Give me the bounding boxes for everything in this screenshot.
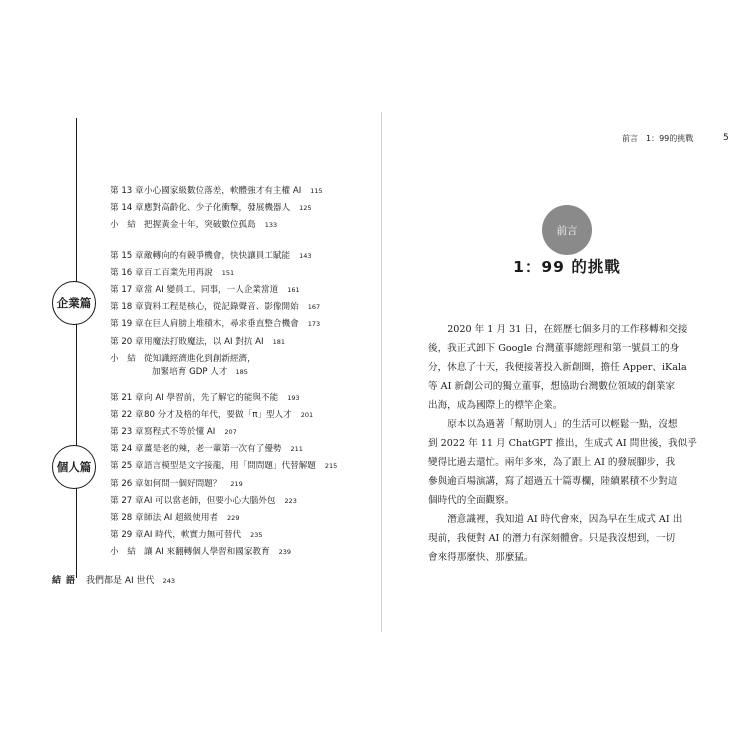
- toc-entry-page: 239: [278, 547, 292, 556]
- toc-entry-title: 語言模型是文字接龍，用「問問題」代替解題: [144, 461, 316, 472]
- section-badge-personal: 個人篇: [52, 445, 96, 489]
- toc-entry-chapter: 第 23 章: [110, 427, 144, 438]
- conclusion-label: 結語: [52, 576, 81, 586]
- toc-entry[interactable]: [110, 337, 285, 348]
- toc-entry-page: 125: [299, 204, 312, 213]
- body-paragraph: [428, 510, 708, 567]
- toc-entry[interactable]: [110, 302, 320, 313]
- paragraph-line: 參與逾百場演講，寫了超過五十篇專欄，陸續累積不少對這: [428, 476, 678, 487]
- toc-entry-page: 151: [221, 269, 235, 278]
- paragraph-line: 後，我正式卸下 Google 台灣董事總經理和第一號員工的身: [428, 343, 680, 354]
- toc-entry-page: 161: [287, 286, 300, 295]
- toc-entry-chapter: 第 20 章: [110, 336, 144, 347]
- toc-entry[interactable]: [110, 461, 337, 472]
- toc-entry-title: 讓 AI 來翻轉個人學習和國家教育: [144, 546, 270, 557]
- toc-entry-title: 在巨人肩膀上堆積木，尋求垂直整合機會: [144, 319, 299, 330]
- toc-entry-chapter: 第 16 章: [110, 268, 144, 279]
- toc-entry-chapter: 第 25 章: [110, 461, 144, 472]
- toc-entry-page: 173: [307, 320, 321, 329]
- toc-entry-title: 師法 AI 超級使用者: [144, 512, 219, 523]
- toc-entry[interactable]: [110, 268, 234, 279]
- toc-entry-page: 223: [284, 496, 297, 505]
- toc-entry-page: 143: [299, 252, 312, 260]
- paragraph-line: 變得比過去還忙。兩年多來，為了跟上 AI 的發展腳步，我: [428, 457, 676, 468]
- toc-entry-page: 219: [230, 479, 243, 488]
- toc-entry-title: 用魔法打敗魔法，以 AI 對抗 AI: [144, 336, 264, 347]
- toc-entry-chapter: 第 14 章: [110, 203, 144, 214]
- paragraph-line: 個時代的全面觀察。: [428, 495, 515, 506]
- toc-entry-chapter: 小 結: [110, 353, 136, 364]
- conclusion-page: 243: [162, 577, 175, 585]
- toc-entry-title: 把握黃金十年，突破數位孤島: [144, 220, 256, 231]
- toc-entry-page: 133: [264, 221, 278, 230]
- toc-entry-chapter: 第 27 章: [110, 495, 144, 506]
- toc-entry-title: AI 時代，軟實力無可替代: [144, 529, 242, 540]
- toc-entry-title: 向 AI 學習前，先了解它的能與不能: [144, 393, 279, 403]
- toc-entry-page: 229: [227, 513, 240, 522]
- toc-entry-title: 如何問一個好問題？: [144, 478, 222, 489]
- toc-entry-title: 敵轉向的有競爭機會，快快讓員工賦能: [144, 251, 291, 261]
- toc-entry-chapter: 第 15 章: [110, 251, 144, 261]
- toc-entry-title: 寫程式不等於懂 AI: [144, 427, 216, 438]
- toc-entry-title: 百工百業先用再說: [144, 268, 213, 279]
- toc-entry[interactable]: [110, 203, 312, 214]
- toc-entry-chapter: 第 26 章: [110, 478, 144, 489]
- body-paragraph: [428, 415, 708, 510]
- toc-entry-title: 薑是老的辣，老一輩第一次有了優勢: [144, 444, 282, 455]
- toc-entry[interactable]: [110, 496, 297, 507]
- toc-entry-page: 115: [310, 187, 323, 195]
- paragraph-line: 會來得那麼快、那麼猛。: [428, 552, 534, 563]
- toc-entry-chapter: 第 24 章: [110, 444, 144, 455]
- section-badge-enterprise: 企業篇: [52, 281, 96, 325]
- toc-entry[interactable]: [110, 410, 313, 421]
- toc-entry-title: 加緊培育 GDP 人才: [152, 367, 228, 377]
- toc-entry[interactable]: [110, 220, 277, 231]
- toc-entry-page: 185: [235, 368, 248, 376]
- conclusion-title: 我們都是 AI 世代: [86, 576, 155, 586]
- paragraph-line: 潛意識裡，我知道 AI 時代會來，因為早在生成式 AI 出: [447, 514, 683, 525]
- toc-entry[interactable]: [110, 285, 300, 296]
- chapter-title: 1：99 的挑戰: [513, 258, 621, 276]
- toc-entry-chapter: 第 17 章: [110, 285, 144, 296]
- toc-entry-chapter: 第 19 章: [110, 319, 144, 330]
- toc-entry-page: 215: [324, 462, 338, 471]
- body-paragraph: [428, 320, 708, 415]
- toc-entry-continuation[interactable]: [152, 367, 248, 378]
- toc-entry[interactable]: [110, 530, 263, 541]
- toc-entry-chapter: 第 28 章: [110, 512, 144, 523]
- toc-entry[interactable]: [110, 427, 237, 438]
- toc-entry-chapter: 第 18 章: [110, 302, 144, 313]
- running-head: 前言 1：99的挑戰: [622, 134, 694, 143]
- toc-entry-page: 207: [224, 428, 237, 437]
- toc-entry-page: 211: [290, 445, 303, 454]
- book-spine-divider: [381, 112, 382, 632]
- toc-entry[interactable]: [110, 479, 243, 490]
- toc-entry-title: AI 可以當老師，但要小心大腦外包: [144, 495, 276, 506]
- toc-entry-page: 235: [250, 530, 263, 539]
- toc-entry-title: 小心國家級數位落差，軟體強才有主權 AI: [144, 186, 302, 196]
- toc-entry-page: 201: [300, 411, 314, 420]
- toc-entry-title: 當 AI 變員工、同事，一人企業當道: [144, 285, 279, 296]
- toc-entry-title: 資料工程是核心，從記錄聲音、影像開始: [144, 302, 299, 313]
- toc-entry[interactable]: [110, 444, 303, 455]
- toc-entry-page: 193: [287, 394, 300, 402]
- toc-entry[interactable]: [110, 319, 320, 330]
- toc-entry-title: 從知識經濟進化到創新經濟，: [144, 353, 256, 364]
- toc-entry[interactable]: [110, 354, 265, 365]
- toc-entry[interactable]: [110, 393, 300, 404]
- paragraph-line: 到 2022 年 11 月 ChatGPT 推出，生成式 AI 問世後，我似乎: [428, 438, 697, 449]
- paragraph-line: 現前，我便對 AI 的潛力有深刻體會。只是我沒想到，一切: [428, 533, 676, 544]
- preface-badge: 前言: [542, 205, 592, 255]
- toc-entry-title: 80 分才及格的年代，要做「π」型人才: [144, 410, 292, 421]
- toc-entry-chapter: 小 結: [110, 546, 136, 557]
- toc-entry-title: 應對高齡化、少子化衝擊，發展機器人: [144, 203, 291, 214]
- paragraph-line: 分，休息了十天，我便接著投入新創圈，擔任 Apper、iKala: [428, 362, 687, 373]
- toc-entry[interactable]: [110, 251, 312, 262]
- toc-entry-chapter: 第 22 章: [110, 410, 144, 421]
- toc-entry[interactable]: [110, 186, 323, 197]
- toc-entry-page: 181: [272, 337, 285, 346]
- toc-conclusion[interactable]: [52, 573, 175, 586]
- toc-entry-chapter: 小 結: [110, 220, 136, 231]
- paragraph-line: 出海，成為國際上的標竿企業。: [428, 400, 563, 411]
- toc-entry-chapter: 第 13 章: [110, 186, 144, 196]
- toc-entry-chapter: 第 21 章: [110, 393, 144, 403]
- toc-entry[interactable]: [110, 547, 291, 558]
- toc-timeline-line: [76, 118, 77, 578]
- toc-entry-page: 167: [307, 303, 321, 312]
- toc-entry-chapter: 第 29 章: [110, 529, 144, 540]
- toc-entry[interactable]: [110, 513, 239, 524]
- page-number: 5: [723, 133, 729, 143]
- paragraph-line: 2020 年 1 月 31 日，在經歷七個多月的工作移轉和交接: [447, 324, 688, 335]
- paragraph-line: 等 AI 新創公司的獨立董事，想協助台灣數位領域的創業家: [428, 381, 676, 392]
- paragraph-line: 原本以為過著「幫助別人」的生活可以輕鬆一點，沒想: [447, 419, 678, 430]
